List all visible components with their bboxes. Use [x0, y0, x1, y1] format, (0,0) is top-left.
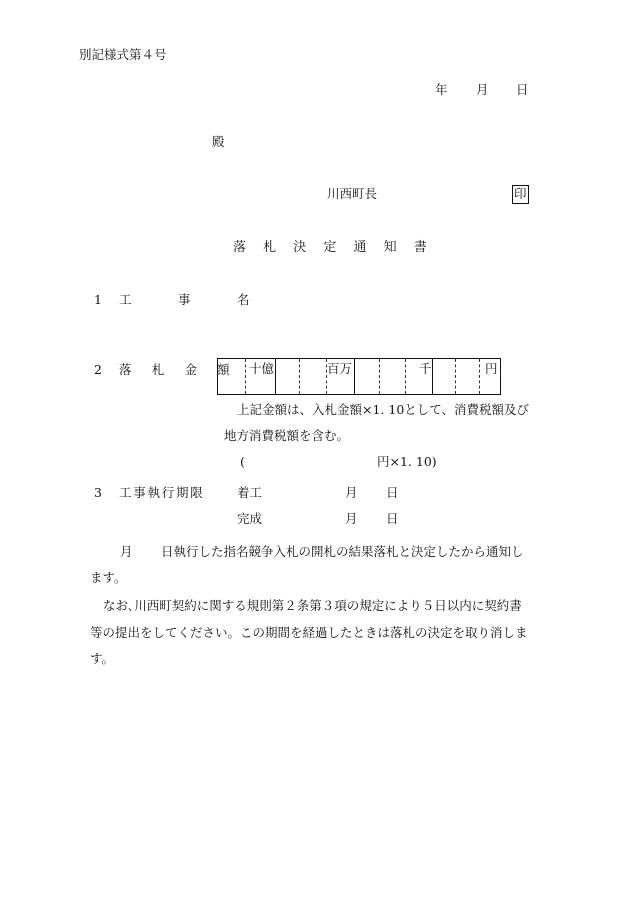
tax-note-line1: 上記金額は、入札金額×1. 10として、消費税額及び — [237, 402, 530, 417]
date-day-label: 日 — [516, 82, 529, 97]
para2-line1: なお､川西町契約に関する規則第２条第３項の規定により５日以内に契約書 — [103, 598, 522, 613]
calc-formula: 円×1. 10) — [377, 454, 437, 469]
digit-divider — [379, 359, 380, 394]
unit-sen: 千 — [419, 361, 432, 376]
group-divider — [432, 359, 433, 394]
digit-divider — [479, 359, 480, 394]
para1-month-label: 月 — [120, 544, 133, 559]
tax-note-line2: 地方消費税額を含む。 — [224, 428, 350, 443]
item3-label: 工事執行期限 — [119, 485, 205, 500]
group-divider — [354, 359, 355, 394]
unit-oku: 十億 — [249, 361, 275, 376]
para2-line2: 等の提出をしてください。この期間を経過したときは落札の決定を取り消しま — [90, 625, 528, 640]
form-id: 別記様式第４号 — [79, 47, 167, 62]
para1-line1: 日執行した指名競争入札の開札の結果落札と決定したから通知し — [161, 544, 524, 559]
start-month-label: 月 — [345, 485, 358, 500]
para1-line2: ます。 — [90, 570, 127, 585]
amount-entry-box[interactable] — [217, 358, 501, 395]
digit-divider — [405, 359, 406, 394]
item3-number: 3 — [94, 485, 102, 500]
end-month-label: 月 — [345, 511, 358, 526]
item2-label: 落 札 金 額 — [119, 362, 238, 377]
calc-open-paren: ( — [240, 454, 245, 469]
document-title: 落 札 決 定 通 知 書 — [233, 240, 434, 255]
end-label: 完成 — [237, 511, 263, 526]
unit-en: 円 — [485, 361, 498, 376]
addressee-suffix: 殿 — [212, 134, 225, 149]
item2-number: 2 — [94, 362, 102, 377]
digit-divider — [455, 359, 456, 394]
item1-number: 1 — [94, 292, 102, 307]
digit-divider — [299, 359, 300, 394]
end-day-label: 日 — [386, 511, 399, 526]
group-divider — [275, 359, 276, 394]
date-month-label: 月 — [476, 82, 489, 97]
item1-label: 工 事 名 — [119, 292, 271, 307]
para2-line3: す。 — [90, 651, 115, 666]
sender: 川西町長 — [327, 186, 378, 201]
digit-divider — [245, 359, 246, 394]
seal-mark: 印 — [512, 185, 529, 204]
unit-hyakuman: 百万 — [327, 361, 353, 376]
date-year-label: 年 — [435, 82, 448, 97]
start-day-label: 日 — [386, 485, 399, 500]
start-label: 着工 — [237, 485, 263, 500]
